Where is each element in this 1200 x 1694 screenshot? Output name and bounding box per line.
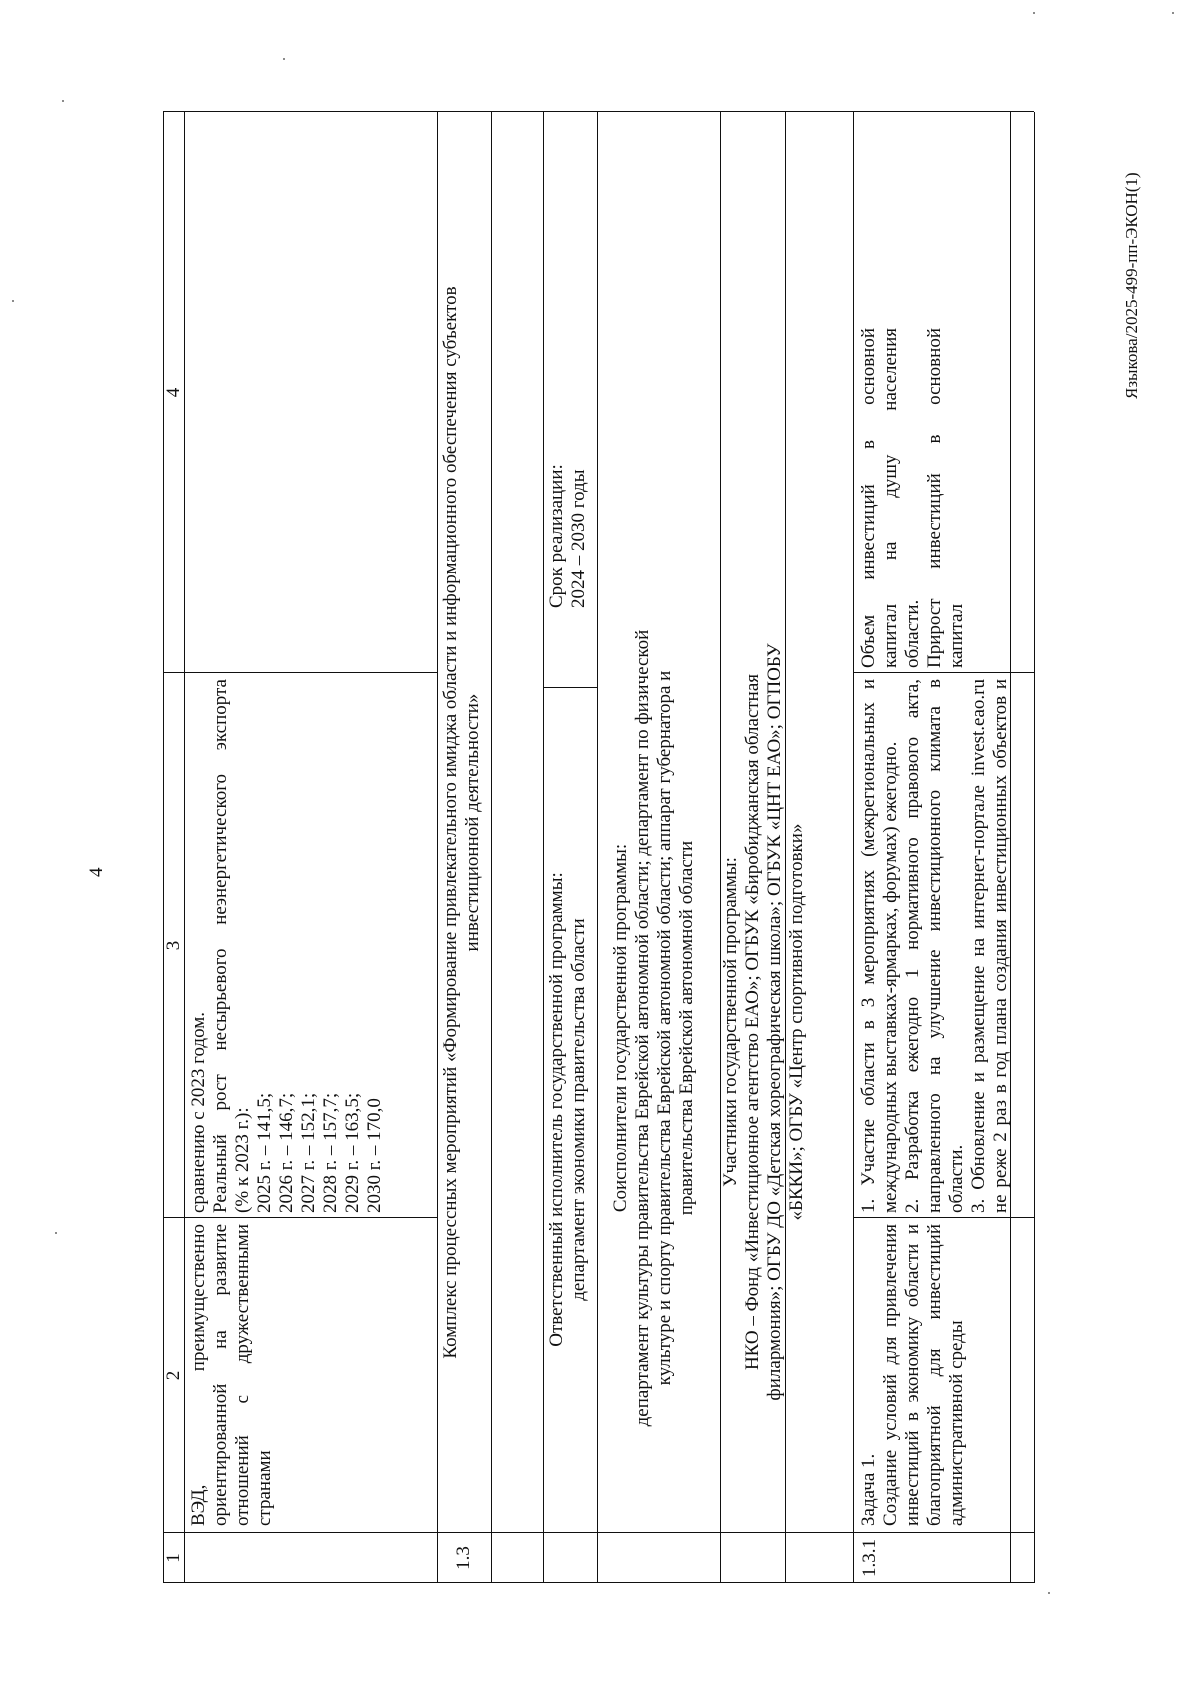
task-1-text: Задача 1. Создание условий для привлечения инвестиций в экономику области и благоприятной для инвестиций административной среды <box>858 1224 967 1526</box>
ved-indicator-text: сравнению с 2023 годом. Реальный рост несырьевого неэнергетического экспорта (% к 2023 г.): 2025 г. – 141,5; 2026 г. – 146,7; 2027 г. – 152,1; 2028 г. – 157,7; 2029 г. – 163,5; 2030 г. – 170,0 <box>188 679 385 1213</box>
implementation-term: Срок реализации: 2024 – 2030 годы <box>546 464 589 608</box>
ved-goal-text: ВЭД, преимущественно ориентированной на развитие отношений с дружественными странами <box>188 1224 275 1526</box>
scan-speck <box>1172 12 1174 14</box>
participants: Участники государственной программы: НКО – Фонд «Инвестиционное агентство ЕАО»; ОГБУК «Биробиджанская областная филармония»; ОГБУ ДО «Детская хореографическая школа»; ОГБУК «ЦНТ ЕАО»; ОГПОБУ «БККИ»; ОГБУ «Центр спортивной подготовки» <box>720 643 807 1401</box>
task-1-indicators: Объем инвестиций в основной капитал на душу населения области. Прирост инвестиций в основной капитал <box>858 328 967 668</box>
row-1-3-1-number: 1.3.1 <box>859 1539 880 1577</box>
scan-speck <box>12 300 14 302</box>
header-col-1: 1 <box>163 1553 184 1563</box>
row-1-3-number: 1.3 <box>453 1546 474 1570</box>
header-col-2: 2 <box>163 1370 184 1381</box>
task-1-activities: 1. Участие области в 3 мероприятиях (межрегиональных и международных выставках-ярмарках, форумах) ежегодно. 2. Разработка ежегодно 1 нормативного правового акта, направленного на улучшение инвестиционного климата в области. 3. Обновление и размещение на интернет-портале invest.eao.ru не реже 2 раз в год плана создания инвестиционных объектов и <box>858 679 1011 1213</box>
scan-speck <box>62 100 64 102</box>
document-code: Языкова/2025-499-пп-ЭКОН(1) <box>1122 172 1141 399</box>
responsible-executor: Ответственный исполнитель государственной программы: департамент экономики правительства области <box>546 872 589 1347</box>
scan-speck <box>1033 12 1035 14</box>
scan-speck <box>1048 1592 1050 1594</box>
header-col-4: 4 <box>163 387 184 398</box>
header-col-3: 3 <box>163 940 184 951</box>
page-number: 4 <box>86 867 107 877</box>
co-executors: Соисполнители государственной программы: департамент культуры правительства Еврейской автономной области; департамент по физической культуре и спорту правительства Еврейской автономной области; аппарат губернатора и правительства Еврейской автономной области <box>610 629 697 1427</box>
row-1-3-title: Комплекс процессных мероприятий «Формирование привлекательного имиджа области и информационного обеспечения субъектов инвестиционной деятельности» <box>440 286 483 1359</box>
scan-speck <box>283 58 285 60</box>
scan-speck <box>55 1232 57 1234</box>
